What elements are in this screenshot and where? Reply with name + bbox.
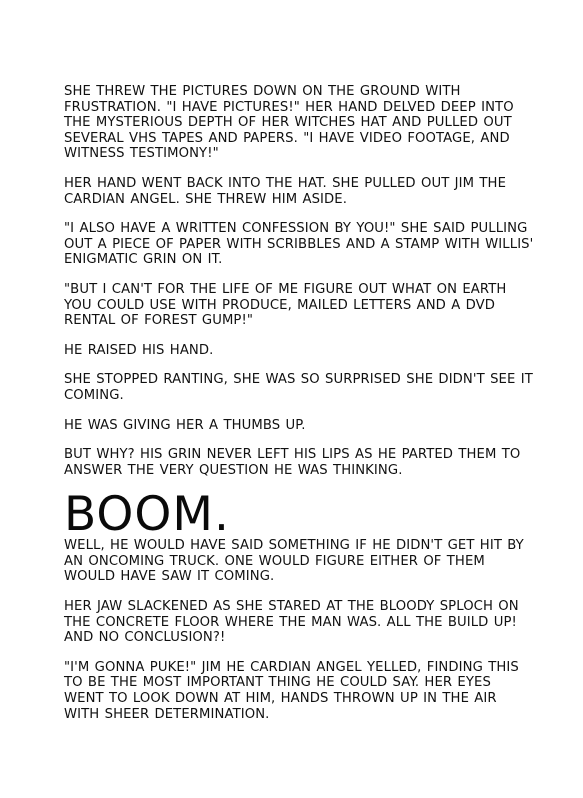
sound-effect-heading: BOOM. [64, 487, 230, 543]
story-paragraph: "I'M GONNA PUKE!" JIM HE CARDIAN ANGEL YELLED, FINDING THIS TO BE THE MOST IMPORTANT THING HE COULD SAY. HER EYES WENT TO LOOK DOWN AT HIM, HANDS THROWN UP IN THE AIR WITH SHEER DETERMINATION. [64, 659, 519, 722]
story-paragraph: "BUT I CAN'T FOR THE LIFE OF ME FIGURE OUT WHAT ON EARTH YOU COULD USE WITH PRODUCE, MAILED LETTERS AND A DVD RENTAL OF FOREST GUMP!" [64, 281, 507, 329]
story-page [64, 84, 534, 736]
story-paragraph: WELL, HE WOULD HAVE SAID SOMETHING IF HE DIDN'T GET HIT BY AN ONCOMING TRUCK. ONE WOULD FIGURE EITHER OF THEM WOULD HAVE SAW IT COMING. [64, 538, 524, 585]
story-paragraph: BUT WHY? HIS GRIN NEVER LEFT HIS LIPS AS HE PARTED THEM TO ANSWER THE VERY QUESTION HE WAS THINKING. [64, 447, 521, 478]
story-paragraph: SHE STOPPED RANTING, SHE WAS SO SURPRISED SHE DIDN'T SEE IT COMING. [64, 372, 533, 403]
story-paragraph: HER JAW SLACKENED AS SHE STARED AT THE BLOODY SPLOCH ON THE CONCRETE FLOOR WHERE THE MAN WAS. ALL THE BUILD UP! AND NO CONCLUSION?! [64, 599, 519, 646]
story-paragraph: HER HAND WENT BACK INTO THE HAT. SHE PULLED OUT JIM THE CARDIAN ANGEL. SHE THREW HIM ASIDE. [64, 175, 507, 207]
story-paragraph: "I ALSO HAVE A WRITTEN CONFESSION BY YOU!" SHE SAID PULLING OUT A PIECE OF PAPER WITH SCRIBBLES AND A STAMP WITH WILLIS' ENIGMATIC GRIN ON IT. [64, 221, 534, 268]
story-paragraph: HE WAS GIVING HER A THUMBS UP. [64, 417, 306, 433]
story-paragraph: SHE THREW THE PICTURES DOWN ON THE GROUND WITH FRUSTRATION. "I HAVE PICTURES!" HER HAND DELVED DEEP INTO THE MYSTERIOUS DEPTH OF HER WITCHES HAT AND PULLED OUT SEVERAL VHS TAPES AND PAPERS. "I HAVE VIDEO FOOTAGE, AND WITNESS TESTIMONY!" [64, 84, 514, 162]
story-paragraph: HE RAISED HIS HAND. [64, 342, 214, 358]
